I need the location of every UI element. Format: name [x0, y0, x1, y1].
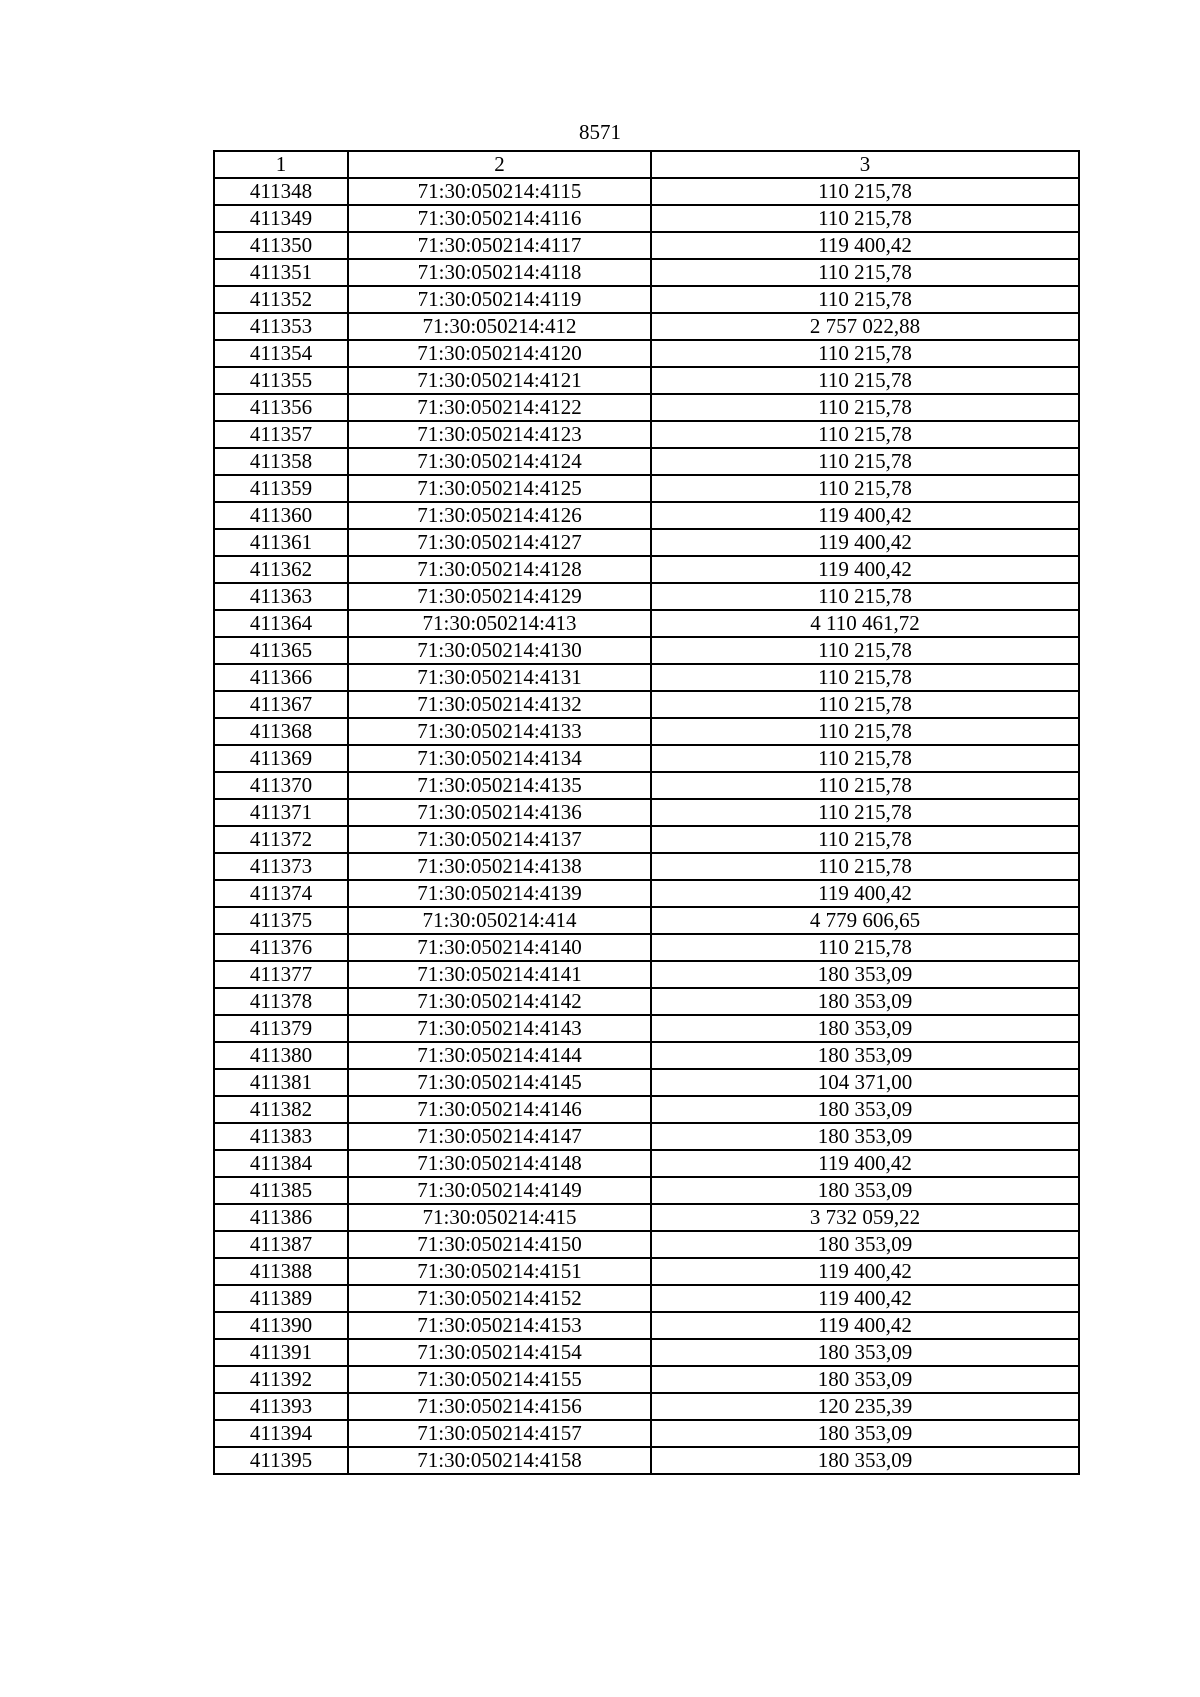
cadastral-number-cell: 71:30:050214:4126 [348, 502, 651, 529]
table-row [214, 502, 1079, 529]
table-row [214, 1231, 1079, 1258]
value-cell: 119 400,42 [651, 1285, 1079, 1312]
table-row [214, 475, 1079, 502]
cadastral-number-cell: 71:30:050214:4132 [348, 691, 651, 718]
cadastral-number-cell: 71:30:050214:4147 [348, 1123, 651, 1150]
value-cell: 110 215,78 [651, 583, 1079, 610]
table-row [214, 907, 1079, 934]
table-row [214, 1258, 1079, 1285]
value-cell: 180 353,09 [651, 1015, 1079, 1042]
value-cell: 180 353,09 [651, 1042, 1079, 1069]
row-number-cell: 411372 [214, 826, 348, 853]
row-number-cell: 411378 [214, 988, 348, 1015]
table-row [214, 313, 1079, 340]
row-number-cell: 411386 [214, 1204, 348, 1231]
row-number-cell: 411379 [214, 1015, 348, 1042]
cadastral-number-cell: 71:30:050214:4154 [348, 1339, 651, 1366]
value-cell: 180 353,09 [651, 1420, 1079, 1447]
value-cell: 110 215,78 [651, 934, 1079, 961]
row-number-cell: 411357 [214, 421, 348, 448]
value-cell: 110 215,78 [651, 286, 1079, 313]
value-cell: 110 215,78 [651, 772, 1079, 799]
cadastral-number-cell: 71:30:050214:4144 [348, 1042, 651, 1069]
row-number-cell: 411366 [214, 664, 348, 691]
row-number-cell: 411377 [214, 961, 348, 988]
row-number-cell: 411356 [214, 394, 348, 421]
table-row [214, 1204, 1079, 1231]
row-number-cell: 411367 [214, 691, 348, 718]
cadastral-number-cell: 71:30:050214:415 [348, 1204, 651, 1231]
value-cell: 180 353,09 [651, 1366, 1079, 1393]
cadastral-number-cell: 71:30:050214:4137 [348, 826, 651, 853]
cadastral-number-cell: 71:30:050214:4128 [348, 556, 651, 583]
table-row [214, 664, 1079, 691]
cadastral-number-cell: 71:30:050214:4142 [348, 988, 651, 1015]
row-number-cell: 411390 [214, 1312, 348, 1339]
column-header-1: 1 [214, 151, 348, 178]
row-number-cell: 411394 [214, 1420, 348, 1447]
cadastral-number-cell: 71:30:050214:4152 [348, 1285, 651, 1312]
table-row [214, 1177, 1079, 1204]
cadastral-number-cell: 71:30:050214:4117 [348, 232, 651, 259]
value-cell: 110 215,78 [651, 826, 1079, 853]
cadastral-number-cell: 71:30:050214:4157 [348, 1420, 651, 1447]
row-number-cell: 411381 [214, 1069, 348, 1096]
table-row [214, 826, 1079, 853]
table-row [214, 178, 1079, 205]
value-cell: 119 400,42 [651, 880, 1079, 907]
cadastral-number-cell: 71:30:050214:4158 [348, 1447, 651, 1474]
table-row [214, 1150, 1079, 1177]
value-cell: 180 353,09 [651, 1123, 1079, 1150]
value-cell: 2 757 022,88 [651, 313, 1079, 340]
cadastral-number-cell: 71:30:050214:4155 [348, 1366, 651, 1393]
row-number-cell: 411393 [214, 1393, 348, 1420]
value-cell: 110 215,78 [651, 394, 1079, 421]
row-number-cell: 411354 [214, 340, 348, 367]
row-number-cell: 411380 [214, 1042, 348, 1069]
row-number-cell: 411348 [214, 178, 348, 205]
value-cell: 110 215,78 [651, 637, 1079, 664]
row-number-cell: 411359 [214, 475, 348, 502]
value-cell: 4 779 606,65 [651, 907, 1079, 934]
row-number-cell: 411358 [214, 448, 348, 475]
row-number-cell: 411365 [214, 637, 348, 664]
table-row [214, 772, 1079, 799]
value-cell: 119 400,42 [651, 1312, 1079, 1339]
table-row [214, 610, 1079, 637]
cadastral-number-cell: 71:30:050214:4141 [348, 961, 651, 988]
table-row [214, 1339, 1079, 1366]
row-number-cell: 411353 [214, 313, 348, 340]
cadastral-number-cell: 71:30:050214:4118 [348, 259, 651, 286]
table-row [214, 232, 1079, 259]
cadastral-number-cell: 71:30:050214:413 [348, 610, 651, 637]
cadastral-number-cell: 71:30:050214:4135 [348, 772, 651, 799]
row-number-cell: 411391 [214, 1339, 348, 1366]
value-cell: 110 215,78 [651, 367, 1079, 394]
table-row [214, 1420, 1079, 1447]
table-row [214, 583, 1079, 610]
row-number-cell: 411385 [214, 1177, 348, 1204]
table-row [214, 799, 1079, 826]
cadastral-number-cell: 71:30:050214:412 [348, 313, 651, 340]
cadastral-number-cell: 71:30:050214:4133 [348, 718, 651, 745]
table-row [214, 880, 1079, 907]
value-cell: 180 353,09 [651, 1231, 1079, 1258]
table-row [214, 529, 1079, 556]
row-number-cell: 411363 [214, 583, 348, 610]
cadastral-number-cell: 71:30:050214:4116 [348, 205, 651, 232]
row-number-cell: 411374 [214, 880, 348, 907]
row-number-cell: 411392 [214, 1366, 348, 1393]
value-cell: 119 400,42 [651, 502, 1079, 529]
table-row [214, 1447, 1079, 1474]
row-number-cell: 411382 [214, 1096, 348, 1123]
value-cell: 110 215,78 [651, 340, 1079, 367]
value-cell: 110 215,78 [651, 745, 1079, 772]
value-cell: 4 110 461,72 [651, 610, 1079, 637]
column-header-2: 2 [348, 151, 651, 178]
table-row [214, 934, 1079, 961]
table-row [214, 1285, 1079, 1312]
value-cell: 110 215,78 [651, 205, 1079, 232]
cadastral-number-cell: 71:30:050214:4120 [348, 340, 651, 367]
value-cell: 120 235,39 [651, 1393, 1079, 1420]
table-row [214, 1312, 1079, 1339]
cadastral-number-cell: 71:30:050214:4124 [348, 448, 651, 475]
table-row [214, 988, 1079, 1015]
table-row [214, 1123, 1079, 1150]
value-cell: 119 400,42 [651, 556, 1079, 583]
cadastral-number-cell: 71:30:050214:4146 [348, 1096, 651, 1123]
cadastral-number-cell: 71:30:050214:4143 [348, 1015, 651, 1042]
table-body [214, 178, 1079, 1474]
table-row [214, 718, 1079, 745]
table-row [214, 1042, 1079, 1069]
header-row [214, 151, 1079, 178]
cadastral-number-cell: 71:30:050214:4149 [348, 1177, 651, 1204]
value-cell: 104 371,00 [651, 1069, 1079, 1096]
value-cell: 110 215,78 [651, 421, 1079, 448]
value-cell: 119 400,42 [651, 232, 1079, 259]
cadastral-number-cell: 71:30:050214:4148 [348, 1150, 651, 1177]
value-cell: 110 215,78 [651, 448, 1079, 475]
cadastral-value-table [213, 150, 1080, 1475]
value-cell: 180 353,09 [651, 1096, 1079, 1123]
row-number-cell: 411375 [214, 907, 348, 934]
value-cell: 110 215,78 [651, 799, 1079, 826]
value-cell: 119 400,42 [651, 529, 1079, 556]
cadastral-number-cell: 71:30:050214:4129 [348, 583, 651, 610]
cadastral-number-cell: 71:30:050214:4125 [348, 475, 651, 502]
value-cell: 180 353,09 [651, 1339, 1079, 1366]
row-number-cell: 411364 [214, 610, 348, 637]
cadastral-number-cell: 71:30:050214:4153 [348, 1312, 651, 1339]
cadastral-number-cell: 71:30:050214:4134 [348, 745, 651, 772]
row-number-cell: 411395 [214, 1447, 348, 1474]
cadastral-number-cell: 71:30:050214:4138 [348, 853, 651, 880]
cadastral-number-cell: 71:30:050214:4156 [348, 1393, 651, 1420]
cadastral-number-cell: 71:30:050214:4127 [348, 529, 651, 556]
value-cell: 110 215,78 [651, 259, 1079, 286]
table-row [214, 421, 1079, 448]
row-number-cell: 411384 [214, 1150, 348, 1177]
table-row [214, 1069, 1079, 1096]
cadastral-number-cell: 71:30:050214:414 [348, 907, 651, 934]
cadastral-number-cell: 71:30:050214:4122 [348, 394, 651, 421]
row-number-cell: 411371 [214, 799, 348, 826]
row-number-cell: 411368 [214, 718, 348, 745]
table-row [214, 691, 1079, 718]
table-row [214, 367, 1079, 394]
value-cell: 110 215,78 [651, 664, 1079, 691]
cadastral-number-cell: 71:30:050214:4145 [348, 1069, 651, 1096]
row-number-cell: 411360 [214, 502, 348, 529]
row-number-cell: 411350 [214, 232, 348, 259]
value-cell: 110 215,78 [651, 475, 1079, 502]
table-row [214, 340, 1079, 367]
cadastral-number-cell: 71:30:050214:4130 [348, 637, 651, 664]
table-row [214, 286, 1079, 313]
cadastral-number-cell: 71:30:050214:4136 [348, 799, 651, 826]
value-cell: 110 215,78 [651, 691, 1079, 718]
row-number-cell: 411373 [214, 853, 348, 880]
table-row [214, 259, 1079, 286]
table-row [214, 1393, 1079, 1420]
column-header-3: 3 [651, 151, 1079, 178]
row-number-cell: 411388 [214, 1258, 348, 1285]
value-cell: 110 215,78 [651, 178, 1079, 205]
table-row [214, 394, 1079, 421]
row-number-cell: 411361 [214, 529, 348, 556]
row-number-cell: 411351 [214, 259, 348, 286]
table-row [214, 961, 1079, 988]
row-number-cell: 411376 [214, 934, 348, 961]
table-header [214, 151, 1079, 178]
table-row [214, 1096, 1079, 1123]
row-number-cell: 411389 [214, 1285, 348, 1312]
page-number: 8571 [579, 120, 621, 144]
row-number-cell: 411352 [214, 286, 348, 313]
row-number-cell: 411387 [214, 1231, 348, 1258]
cadastral-number-cell: 71:30:050214:4115 [348, 178, 651, 205]
cadastral-number-cell: 71:30:050214:4139 [348, 880, 651, 907]
value-cell: 110 215,78 [651, 853, 1079, 880]
cadastral-number-cell: 71:30:050214:4121 [348, 367, 651, 394]
table-row [214, 637, 1079, 664]
row-number-cell: 411355 [214, 367, 348, 394]
cadastral-number-cell: 71:30:050214:4131 [348, 664, 651, 691]
row-number-cell: 411362 [214, 556, 348, 583]
cadastral-number-cell: 71:30:050214:4150 [348, 1231, 651, 1258]
cadastral-number-cell: 71:30:050214:4151 [348, 1258, 651, 1285]
row-number-cell: 411383 [214, 1123, 348, 1150]
value-cell: 180 353,09 [651, 988, 1079, 1015]
table-row [214, 1015, 1079, 1042]
table-row [214, 1366, 1079, 1393]
cadastral-number-cell: 71:30:050214:4119 [348, 286, 651, 313]
table-row [214, 205, 1079, 232]
value-cell: 119 400,42 [651, 1258, 1079, 1285]
table-row [214, 556, 1079, 583]
row-number-cell: 411370 [214, 772, 348, 799]
value-cell: 119 400,42 [651, 1150, 1079, 1177]
row-number-cell: 411349 [214, 205, 348, 232]
table-row [214, 745, 1079, 772]
value-cell: 3 732 059,22 [651, 1204, 1079, 1231]
table-row [214, 853, 1079, 880]
value-cell: 180 353,09 [651, 1177, 1079, 1204]
table-row [214, 448, 1079, 475]
cadastral-number-cell: 71:30:050214:4123 [348, 421, 651, 448]
value-cell: 110 215,78 [651, 718, 1079, 745]
row-number-cell: 411369 [214, 745, 348, 772]
cadastral-number-cell: 71:30:050214:4140 [348, 934, 651, 961]
value-cell: 180 353,09 [651, 961, 1079, 988]
value-cell: 180 353,09 [651, 1447, 1079, 1474]
